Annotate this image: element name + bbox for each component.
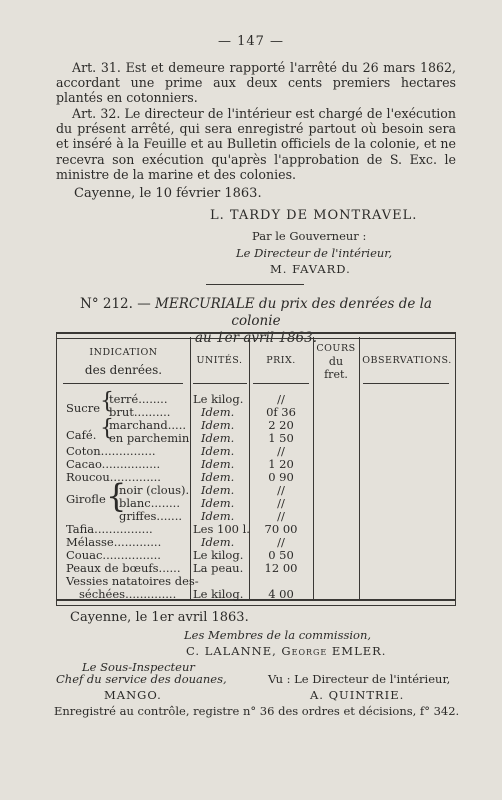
row-price: // <box>277 392 285 406</box>
header-rule <box>253 383 309 384</box>
row-price: 12 00 <box>264 561 298 575</box>
row-item: noir (clous). <box>119 483 190 497</box>
group-girofle: Girofle <box>66 492 106 506</box>
row-item: Coton............... <box>66 444 156 458</box>
row-item: blanc........ <box>119 496 180 510</box>
row-unit: Idem. <box>201 444 235 458</box>
row-unit: Idem. <box>201 509 235 523</box>
row-price: 70 00 <box>264 522 298 536</box>
mercuriale-date: au 1er avril 1863. <box>194 330 318 346</box>
separator-rule <box>206 284 304 285</box>
row-price: // <box>277 509 285 523</box>
row-price: // <box>277 496 285 510</box>
row-item: griffes....... <box>119 509 183 523</box>
mango-signature: MANGO. <box>104 688 162 702</box>
col-divider <box>190 337 191 601</box>
row-unit: Idem. <box>201 496 235 510</box>
row-item: Cacao................ <box>66 457 161 471</box>
row-price: 2 20 <box>268 418 294 432</box>
row-price: 0 50 <box>268 548 294 562</box>
director-title: Le Directeur de l'intérieur, <box>236 246 393 260</box>
row-item: Peaux de bœufs...... <box>66 561 181 575</box>
row-unit: Idem. <box>201 535 235 549</box>
row-unit: Idem. <box>201 457 235 471</box>
header-cours: COURS <box>316 343 356 354</box>
group-cafe: Café. <box>66 428 97 442</box>
commission-members: C. LALANNE, George EMLER. <box>186 644 387 658</box>
row-item: terré........ <box>109 392 168 406</box>
row-price: // <box>277 535 285 549</box>
article-31: Art. 31. Est et demeure rapporté l'arrêté du 26 mars 1862, accordant une prime aux deux cents premiers hectares plantés en cotonniers. <box>56 60 456 106</box>
row-unit: Le kilog. <box>193 548 244 562</box>
row-item: Tafia................ <box>66 522 153 536</box>
table-top-border <box>56 332 456 339</box>
decree-place-date: Cayenne, le 10 février 1863. <box>74 186 262 201</box>
page-number: — 147 — <box>217 34 285 49</box>
governor-signature: L. TARDY DE MONTRAVEL. <box>210 208 418 223</box>
row-item: en parchemin <box>109 431 190 445</box>
row-price: 0 90 <box>268 470 294 484</box>
header-fret: fret. <box>324 368 348 381</box>
header-du: du <box>328 355 344 368</box>
row-item: Mélasse............. <box>66 535 162 549</box>
brace: { <box>100 416 114 441</box>
row-price: 1 20 <box>268 457 294 471</box>
commission-label: Les Membres de la commission, <box>184 628 372 642</box>
row-unit: Idem. <box>201 431 235 445</box>
row-price: // <box>277 483 285 497</box>
row-item: marchand..... <box>109 418 187 432</box>
footer-place-date: Cayenne, le 1er avril 1863. <box>70 610 249 625</box>
price-table <box>56 332 456 606</box>
row-unit: La peau. <box>193 561 244 575</box>
row-item: Couac................ <box>66 548 161 562</box>
group-sucre: Sucre <box>66 401 101 415</box>
vu-director-text: Vu : Le Directeur de l'intérieur, <box>268 672 451 686</box>
header-denrees: des denrées. <box>84 363 163 377</box>
row-price: // <box>277 444 285 458</box>
sous-inspecteur-label: Le Sous-Inspecteur <box>82 660 195 674</box>
row-item: Roucou.............. <box>66 470 161 484</box>
row-unit: Le kilog. <box>193 392 244 406</box>
row-unit: Idem. <box>201 405 235 419</box>
row-item: séchées.............. <box>79 587 177 601</box>
brace: { <box>106 477 127 515</box>
header-observations: OBSERVATIONS. <box>362 355 452 366</box>
row-unit: Idem. <box>201 418 235 432</box>
header-units: UNITÉS. <box>196 355 243 366</box>
by-governor-label: Par le Gouverneur : <box>252 229 367 243</box>
row-item: brut.......... <box>109 405 171 419</box>
brace: { <box>100 389 114 414</box>
col-divider <box>249 337 250 601</box>
header-price: PRIX. <box>266 355 296 366</box>
row-unit: Idem. <box>201 470 235 484</box>
quintrie-signature: A. QUINTRIE. <box>310 688 405 702</box>
header-rule <box>193 383 247 384</box>
row-unit: Les 100 l. <box>193 522 250 536</box>
vu-director-label <box>268 672 450 686</box>
row-price: 1 50 <box>268 431 294 445</box>
row-price: 0f 36 <box>266 405 296 419</box>
director-name: M. FAVARD. <box>270 262 351 276</box>
col-divider <box>359 337 360 601</box>
row-unit: Idem. <box>201 483 235 497</box>
row-unit: Le kilog. <box>193 587 244 601</box>
row-item: Vessies natatoires des- <box>66 574 199 588</box>
chef-service-label: Chef du service des douanes, <box>56 672 227 686</box>
article-32: Art. 32. Le directeur de l'intérieur est chargé de l'exécution du présent arrêté, qui sera enregistré partout où besoin sera et inséré à la Feuille et au Bulletin officiels de la colonie, et ne recevra son exécution qu'après l'approbation de S. Exc. le ministre de la marine et des colonies. <box>56 106 456 182</box>
header-rule <box>63 383 183 384</box>
decree-number: N° 212. — <box>80 296 151 312</box>
header-rule <box>363 383 449 384</box>
mercuriale-title: MERCURIALE du prix des denrées de la colonie <box>155 296 432 329</box>
header-indication: INDICATION <box>89 347 158 358</box>
registry-note: Enregistré au contrôle, registre n° 36 des ordres et décisions, f° 342. <box>54 704 460 718</box>
row-price: 4 00 <box>268 587 294 601</box>
